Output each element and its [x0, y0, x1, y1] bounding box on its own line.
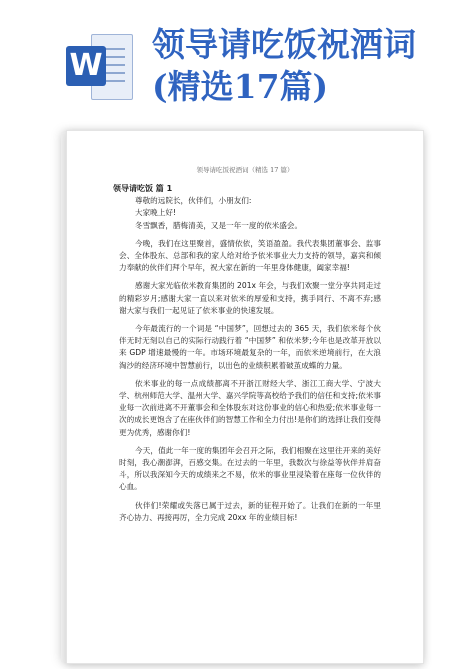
paragraph: 依米事业的每一点成绩都离不开浙江财经大学、浙江工商大学、宁波大学、杭州师范大学、温州大学、嘉兴学院等高校给予我们的信任和支持;依米事业每一次前进离不开董事会和全体股东对这份事业的信心和热爱;依米事业每一次的成长更饱含了在座伙伴们的智慧工作和全力付出!是你们的选择让我们变得更为优秀，感谢你们!	[119, 378, 381, 437]
title-line-2: (精选17篇)	[152, 67, 329, 106]
document-body	[113, 183, 381, 524]
paragraph: 大家晚上好!	[135, 208, 177, 218]
word-document-icon	[66, 34, 132, 100]
paragraph: 感谢大家光临依米教育集团的 201x 年会，与我们欢聚一堂分享共同走过的精彩岁月;感谢大家一直以来对依米的厚爱和支持，携手同行、不离不弃;感谢大家与我们一起见证了依米事业的快速发展。	[119, 281, 381, 315]
paragraph: 今年最流行的一个词是 “中国梦”，回想过去的 365 天，我们依米每个伙伴无时无刻以自己的实际行动践行着 “中国梦” 和依米梦;今年也是改革开放以来 GDP 增速最慢的一年。市场环境最复杂的一年，而依米逆境前行，在大浪淘沙的经济环境中智慧前行，以出色的业绩积累着破茧成蝶的力量。	[119, 324, 381, 370]
document-page	[66, 130, 424, 664]
section-title: 领导请吃饭 篇 1	[113, 184, 173, 193]
title-line-1: 领导请吃饭祝酒词	[152, 25, 416, 64]
page-title	[152, 24, 462, 108]
paragraph: 今天，值此一年一度的集团年会召开之际，我们相聚在这里往开来的美好时刻，我心潮澎湃，百感交集。在过去的一年里，我数次与徐益等伙伴并肩奋斗，所以我深知今天的成绩来之不易，依米的事业里浸染着在座每一位伙伴的心血。	[119, 445, 381, 492]
word-logo-letter: W	[66, 46, 106, 86]
paragraph: 伙伴们!荣耀或失落已属于过去，新的征程开始了。让我们在新的一年里齐心协力、再接再厉，全力完成 20xx 年的业绩目标!	[119, 500, 381, 522]
running-header: 领导请吃饭祝酒词（精选 17 篇）	[196, 166, 294, 174]
page-header	[0, 0, 474, 150]
paragraph: 今晚，我们在这里聚首，盛情依依，笑语盈盈。我代表集团董事会、监事会、全体股东、总部和我的家人给对给予依米事业大力支持的领导，嘉宾和倾力奉献的伙伴们拜个早年，祝大家在新的一年里身体健康，阖家幸福!	[119, 238, 381, 273]
paragraph: 尊敬的远院长，伙伴们，小朋友们:	[135, 196, 252, 206]
paragraph: 冬雪飘香，腊梅清美，又是一年一度的依米盛会。	[135, 220, 303, 230]
